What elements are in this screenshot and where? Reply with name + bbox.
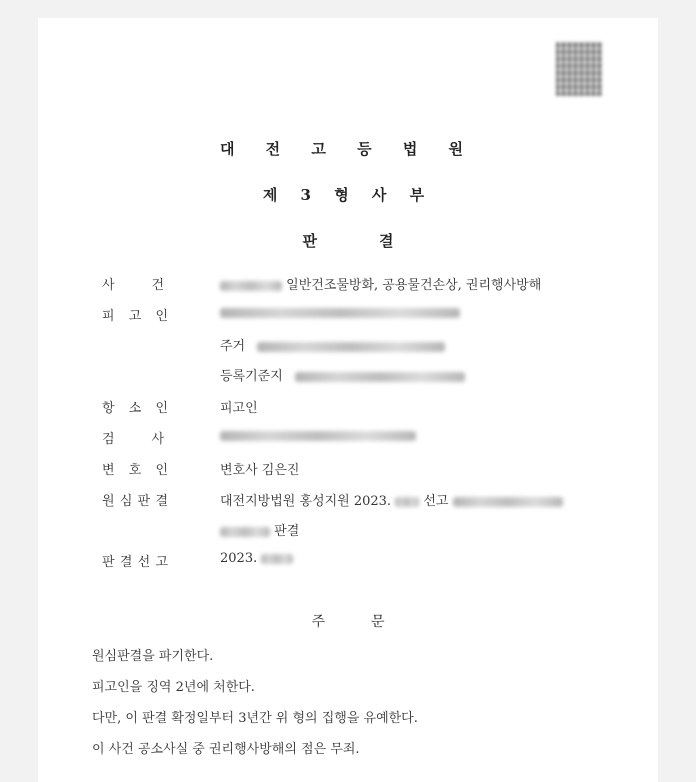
prosecutor-label: 검 사 <box>102 432 164 447</box>
doc-type-char-2: 결 <box>379 232 394 250</box>
order-line-3: 다만, 이 판결 확정일부터 3년간 위 형의 집행을 유예한다. <box>92 711 418 726</box>
redacted-case-number <box>220 281 282 291</box>
redacted-date <box>395 497 419 507</box>
case-value: 일반건조물방화, 공용물건손상, 권리행사방해 <box>220 274 541 293</box>
order-title: 주 문 <box>311 614 385 630</box>
lower-court-label: 원 심 판 결 <box>102 494 168 509</box>
address-row: 주거 <box>220 335 445 354</box>
defendant-label: 피 고 인 <box>102 309 168 324</box>
case-label: 사 건 <box>102 278 164 293</box>
court-name: 대 전 고 등 법 원 <box>219 140 477 158</box>
defendant-value <box>220 305 460 320</box>
doc-type-char-1: 판 <box>302 232 317 250</box>
counsel-label: 변 호 인 <box>102 463 168 478</box>
qr-code <box>556 42 602 96</box>
registered-row: 등록기준지 <box>220 365 465 384</box>
redacted-registered-address <box>295 372 465 382</box>
lower-court-value-line2: 판결 <box>220 520 299 539</box>
verdict-date-label: 판 결 선 고 <box>102 555 168 570</box>
division-name: 제 3 형 사 부 <box>262 186 434 204</box>
document-type <box>0 230 696 251</box>
prosecutor-value <box>220 428 416 443</box>
redacted-verdict-date <box>261 554 293 564</box>
redacted-lower-case <box>453 497 563 507</box>
appellant-value: 피고인 <box>220 401 258 416</box>
order-line-2: 피고인을 징역 2년에 처한다. <box>92 680 255 695</box>
order-line-4: 이 사건 공소사실 중 권리행사방해의 점은 무죄. <box>92 742 360 757</box>
verdict-date-value: 2023. <box>220 551 293 566</box>
redacted-defendant-info <box>220 308 460 318</box>
redacted-address <box>257 342 445 352</box>
redacted-lower-case-2 <box>220 527 270 537</box>
counsel-value: 변호사 김은진 <box>220 463 300 478</box>
appellant-label: 항 소 인 <box>102 401 168 416</box>
lower-court-value-line1: 대전지방법원 홍성지원 2023. 선고 <box>220 490 563 509</box>
order-line-1: 원심판결을 파기한다. <box>92 649 214 664</box>
redacted-prosecutor <box>220 431 416 441</box>
